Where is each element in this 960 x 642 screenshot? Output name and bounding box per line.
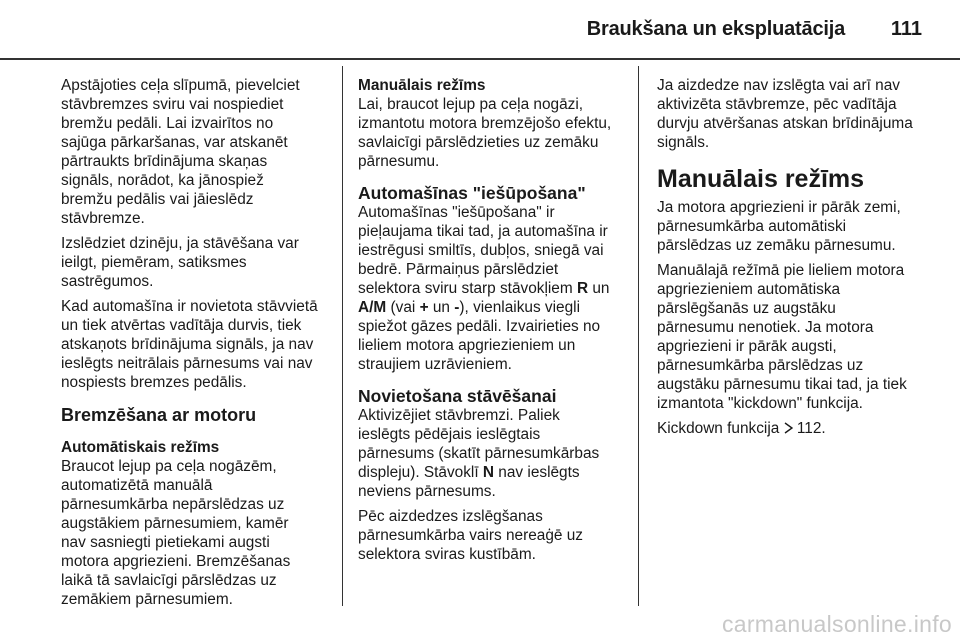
key-plus: + <box>419 299 429 316</box>
page-header <box>0 0 960 58</box>
header-rule <box>0 58 960 60</box>
watermark: carmanualsonline.info <box>721 611 952 637</box>
subheading-auto-mode: Automātiskais režīms <box>61 439 220 456</box>
kickdown-page-ref[interactable]: 112. <box>792 420 826 437</box>
paragraph-parking: Aktivizējiet stāvbremzi. Paliek ieslēgts pēdējais ieslēgtais pārnesums (skatīt pārnesumkārbas displeju). Stāvoklī N nav ieslēgts neviens pārnesums. <box>358 407 600 500</box>
paragraph-ignition-off: Pēc aizdedzes izslēgšanas pārnesumkārba vairs nereaģē uz selektora sviras kustībām. <box>358 508 583 563</box>
subheading-manual-mode: Manuālais režīms <box>358 77 486 94</box>
paragraph-kickdown: Kickdown funkcija 112. <box>657 420 826 437</box>
page-reference-arrow-icon <box>784 422 793 434</box>
heading-engine-braking: Bremzēšana ar motoru <box>61 405 257 425</box>
paragraph-auto-mode: Braucot lejup pa ceļa nogāzēm, automatizētā manuālā pārnesumkārba nepārslēdzas uz augstākiem pārnesumiem, kamēr nav sasniegti pietiekami augsti motora apgriezieni. Bremzēšanas laikā tā savlaicīgi pārslēdzas uz zemākiem pārnesumiem. <box>61 458 291 608</box>
paragraph-high-rpm: Manuālajā režīmā pie lieliem motora apgriezieniem automātiska pārslēgšanās uz augstāku pārnesumu nenotiek. Ja motora apgriezieni ir pārāk augsti, pārnesumkārba pārslēdzas uz augstāku pārnesumu tikai tad, ja tiek izmantota "kickdown" funkcija. <box>657 262 907 412</box>
paragraph-parking-warning: Kad automašīna ir novietota stāvvietā un tiek atvērtas vadītāja durvis, tiek atskaņots brīdinājuma signāls, ja nav ieslēgts neitrālais pārnesums vai nav nospiests bremzes pedālis. <box>61 298 318 391</box>
heading-rocking: Automašīnas "iešūpošana" <box>358 183 586 203</box>
column-divider-2 <box>638 66 639 606</box>
key-n: N <box>482 464 495 481</box>
paragraph-rocking: Automašīnas "iešūpošana" ir pieļaujama tikai tad, ja automašīna ir iestrēgusi smiltīs, dubļos, sniegā vai bedrē. Pārmaiņus pārslēdziet selektora sviru starp stāvokļiem R un A/M (vai + un -), vienlaikus viegli spiežot gāzes pedāli. Izvairieties no lieliem motora apgriezieniem un straujiem uzrāvieniem. <box>358 204 610 373</box>
paragraph-engine-off: Izslēdziet dzinēju, ja stāvēšana var ieilgt, piemēram, satiksmes sastrēgumos. <box>61 235 299 290</box>
paragraph-hill-stop: Apstājoties ceļa slīpumā, pievelciet stāvbremzes sviru vai nospiediet bremžu pedāli. Lai izvairītos no sajūga pārkaršanas, var atskanēt pārtraukts brīdinājuma skaņas signāls, norādot, ka jānospiež bremžu pedālis vai jāieslēdz stāvbremze. <box>61 77 300 227</box>
heading-manual-mode: Manuālais režīms <box>657 165 865 193</box>
paragraph-low-rpm: Ja motora apgriezieni ir pārāk zemi, pārnesumkārba automātiski pārslēdzas uz zemāku pārnesumu. <box>657 199 901 254</box>
key-am: A/M <box>358 299 387 316</box>
page-number: 111 <box>890 18 922 40</box>
column-divider-1 <box>342 66 343 606</box>
paragraph-door-warning: Ja aizdedze nav izslēgta vai arī nav aktivizēta stāvbremze, pēc vadītāja durvju atvēršanas atskan brīdinājuma signāls. <box>657 77 913 151</box>
column-2 <box>358 76 630 570</box>
section-title: Braukšana un ekspluatācija <box>586 18 845 40</box>
column-3 <box>657 76 929 444</box>
key-minus: - <box>454 299 460 316</box>
paragraph-manual-mode: Lai, braucot lejup pa ceļa nogāzi, izmantotu motora bremzējošo efektu, savlaicīgi pārslēdzieties uz zemāku pārnesumu. <box>358 96 612 170</box>
heading-parking: Novietošana stāvēšanai <box>358 386 557 406</box>
key-r: R <box>576 280 589 297</box>
column-1 <box>61 76 331 615</box>
